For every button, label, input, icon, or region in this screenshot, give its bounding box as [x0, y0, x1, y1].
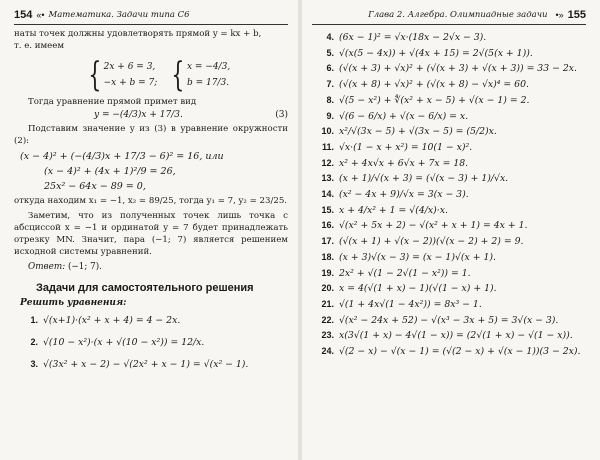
- section-title: Задачи для самостоятельного решения: [36, 282, 254, 294]
- task-7: [316, 77, 586, 93]
- task-number: 13.: [321, 173, 334, 184]
- answer-label: Ответ:: [28, 262, 66, 272]
- task-equation: (√(x + 8) + √x)² + (√(x + 8) − √x)⁴ = 60.: [339, 79, 529, 91]
- task-equation: 2x² + √(1 − 2√(1 − x²)) = 1.: [339, 267, 471, 279]
- right-running-header: [312, 6, 586, 25]
- right-header-title: Глава 2. Алгебра. Олимпиадные задачи: [368, 10, 548, 20]
- line-equation-tag: (3): [275, 110, 288, 120]
- left-running-header: [14, 6, 288, 25]
- task-equation: √(2 − x) − √(x − 1) = (√(2 − x) + √(x − 1))(3 − 2x).: [339, 346, 581, 358]
- task-4: [316, 30, 586, 46]
- equation-1: (x − 4)² + (−(4/3)x + 17/3 − 6)² = 16, или: [20, 151, 224, 162]
- task-equation: x + 4/x² + 1 = √(4/x)·x.: [339, 204, 448, 216]
- task-number: 17.: [321, 236, 334, 247]
- task-20: [316, 281, 586, 297]
- task-11: [316, 140, 586, 156]
- task-equation: √x·(1 − x + x²) = 10(1 − x)².: [339, 141, 473, 153]
- task-equation: (x² − 4x + 9)/√x = 3(x − 3).: [339, 189, 469, 201]
- task-number: 7.: [326, 79, 334, 90]
- task-number: 15.: [321, 204, 334, 215]
- paragraph-roots: откуда находим x₁ = −1, x₂ = 89/25, тогда y₁ = 7, y₂ = 23/25.: [14, 196, 288, 206]
- task-21: [316, 297, 586, 313]
- task-6: [316, 61, 586, 77]
- left-page-number: 154: [14, 9, 33, 21]
- task-18: [316, 250, 586, 266]
- intro-line-1: наты точек должны удовлетворять прямой y = kx + b,: [14, 29, 262, 39]
- task-equation: √(x+1)·(x² + x + 4) = 4 − 2x.: [43, 315, 181, 326]
- task-16: [316, 218, 586, 234]
- task-equation: √(6 − 6/x) + √(x − 6/x) = x.: [339, 110, 469, 122]
- task-24: [316, 344, 586, 360]
- task-number: 10.: [321, 126, 334, 137]
- task-equation: x²/√(3x − 5) + √(3x − 5) = (5/2)x.: [339, 126, 497, 138]
- task-number: 14.: [321, 189, 334, 200]
- equation-2: (x − 4)² + (4x + 1)²/9 = 26,: [44, 166, 176, 177]
- equation-3: 25x² − 64x − 89 = 0,: [44, 181, 146, 192]
- task-2: [20, 333, 288, 352]
- task-14: [316, 187, 586, 203]
- task-number: 4.: [326, 32, 334, 42]
- task-equation: x(3√(1 + x) − 4√(1 − x)) = (2√(1 + x) − √(1 − x)).: [339, 330, 573, 342]
- subsection-title: Решить уравнения:: [20, 298, 127, 308]
- task-number: 23.: [321, 330, 334, 341]
- task-number: 1.: [30, 315, 38, 325]
- task-equation: √(x(5 − 4x)) + √(4x + 15) = 2√(5(x + 1)).: [339, 47, 533, 59]
- task-number: 8.: [326, 94, 334, 105]
- task-number: 21.: [321, 298, 334, 309]
- task-number: 9.: [326, 110, 334, 121]
- system-left-row-1: 2x + 6 = 3,: [103, 62, 156, 72]
- paragraph-line-form: Тогда уравнение прямой примет вид: [28, 97, 197, 107]
- task-15: [316, 203, 586, 219]
- task-equation: (√(x + 3) + √x)² + (√(x + 3) + √(x + 3)) = 33 − 2x.: [339, 63, 577, 75]
- task-number: 3.: [30, 359, 38, 369]
- task-number: 6.: [326, 63, 334, 74]
- task-9: [316, 109, 586, 125]
- right-task-list: [312, 30, 586, 360]
- left-header-title: Математика. Задачи типа С6: [48, 10, 190, 20]
- task-equation: √(x² + 5x + 2) − √(x² + x + 1) = 4x + 1.: [339, 220, 528, 232]
- task-number: 18.: [321, 251, 334, 262]
- left-page: [0, 0, 298, 460]
- line-equation: y = −(4/3)x + 17/3.: [94, 110, 183, 120]
- task-3: [20, 355, 288, 374]
- task-equation: √(x² − 24x + 52) − √(x³ − 3x + 5) = 3√(x − 3).: [339, 314, 559, 326]
- left-header-mark: «•: [36, 10, 45, 20]
- task-number: 22.: [321, 314, 334, 325]
- system-left-row-2: −x + b = 7;: [103, 78, 158, 88]
- system-right-row-1: x = −4/3,: [186, 62, 231, 72]
- task-number: 16.: [321, 220, 334, 231]
- system-right-row-2: b = 17/3.: [186, 78, 230, 88]
- task-number: 19.: [321, 267, 334, 278]
- paragraph-substitute: Подставим значение y из (3) в уравнение окружности (2):: [14, 124, 288, 146]
- task-equation: √(1 + 4x√(1 − 4x²)) = 8x³ − 1.: [339, 298, 482, 310]
- task-number: 12.: [321, 157, 334, 168]
- right-page-number: 155: [567, 9, 586, 21]
- task-13: [316, 171, 586, 187]
- task-number: 24.: [321, 346, 334, 357]
- task-equation: x² + 4x√x + 6√x + 7x = 18.: [339, 157, 469, 169]
- line-equation-row: [14, 110, 288, 120]
- task-equation: (x + 1)/√(x + 3) = (√(x − 3) + 1)/√x.: [339, 173, 509, 185]
- task-8: [316, 93, 586, 109]
- task-number: 5.: [326, 47, 334, 58]
- task-equation: √(3x² + x − 2) − √(2x² + x − 1) = √(x² − 1).: [43, 359, 249, 370]
- task-number: 2.: [30, 337, 38, 347]
- right-header-mark: •»: [555, 10, 564, 20]
- task-19: [316, 266, 586, 282]
- right-page: [302, 0, 600, 460]
- answer-line: [28, 262, 288, 272]
- answer-value: (−1; 7).: [67, 262, 102, 272]
- task-equation: (6x − 1)² = √x·(18x − 2√x − 3).: [339, 32, 487, 43]
- task-equation: x = 4(√(1 + x) − 1)(√(1 − x) + 1).: [339, 283, 497, 295]
- task-12: [316, 156, 586, 172]
- paragraph-conclusion: Заметим, что из полученных точек лишь точка с абсциссой x = −1 и ординатой y = 7 будет принадлежать отрезку MN. Значит, пара (−1; 7) является решением исходной системы уравнений.: [14, 211, 288, 257]
- task-equation: √(10 − x²)·(x + √(10 − x²)) = 12/x.: [43, 337, 205, 348]
- task-22: [316, 313, 586, 329]
- equation-system: { 2x + 6 = 3, −x + b = 7; { x = −4/3, b = 17/3.: [88, 55, 231, 95]
- task-number: 11.: [321, 141, 334, 152]
- task-1: [20, 311, 288, 330]
- task-equation: (x + 3)√(x − 3) = (x − 1)√(x + 1).: [339, 251, 496, 263]
- task-23: [316, 328, 586, 344]
- task-number: 20.: [321, 283, 334, 294]
- task-10: [316, 124, 586, 140]
- task-equation: (√(x + 1) + √(x − 2))(√(x − 2) + 2) = 9.: [339, 236, 524, 248]
- task-equation: √(5 − x²) + ∜(x² + x − 5) + √(x − 1) = 2.: [339, 94, 530, 106]
- task-5: [316, 46, 586, 62]
- intro-line-2: т. е. имеем: [14, 41, 65, 51]
- task-17: [316, 234, 586, 250]
